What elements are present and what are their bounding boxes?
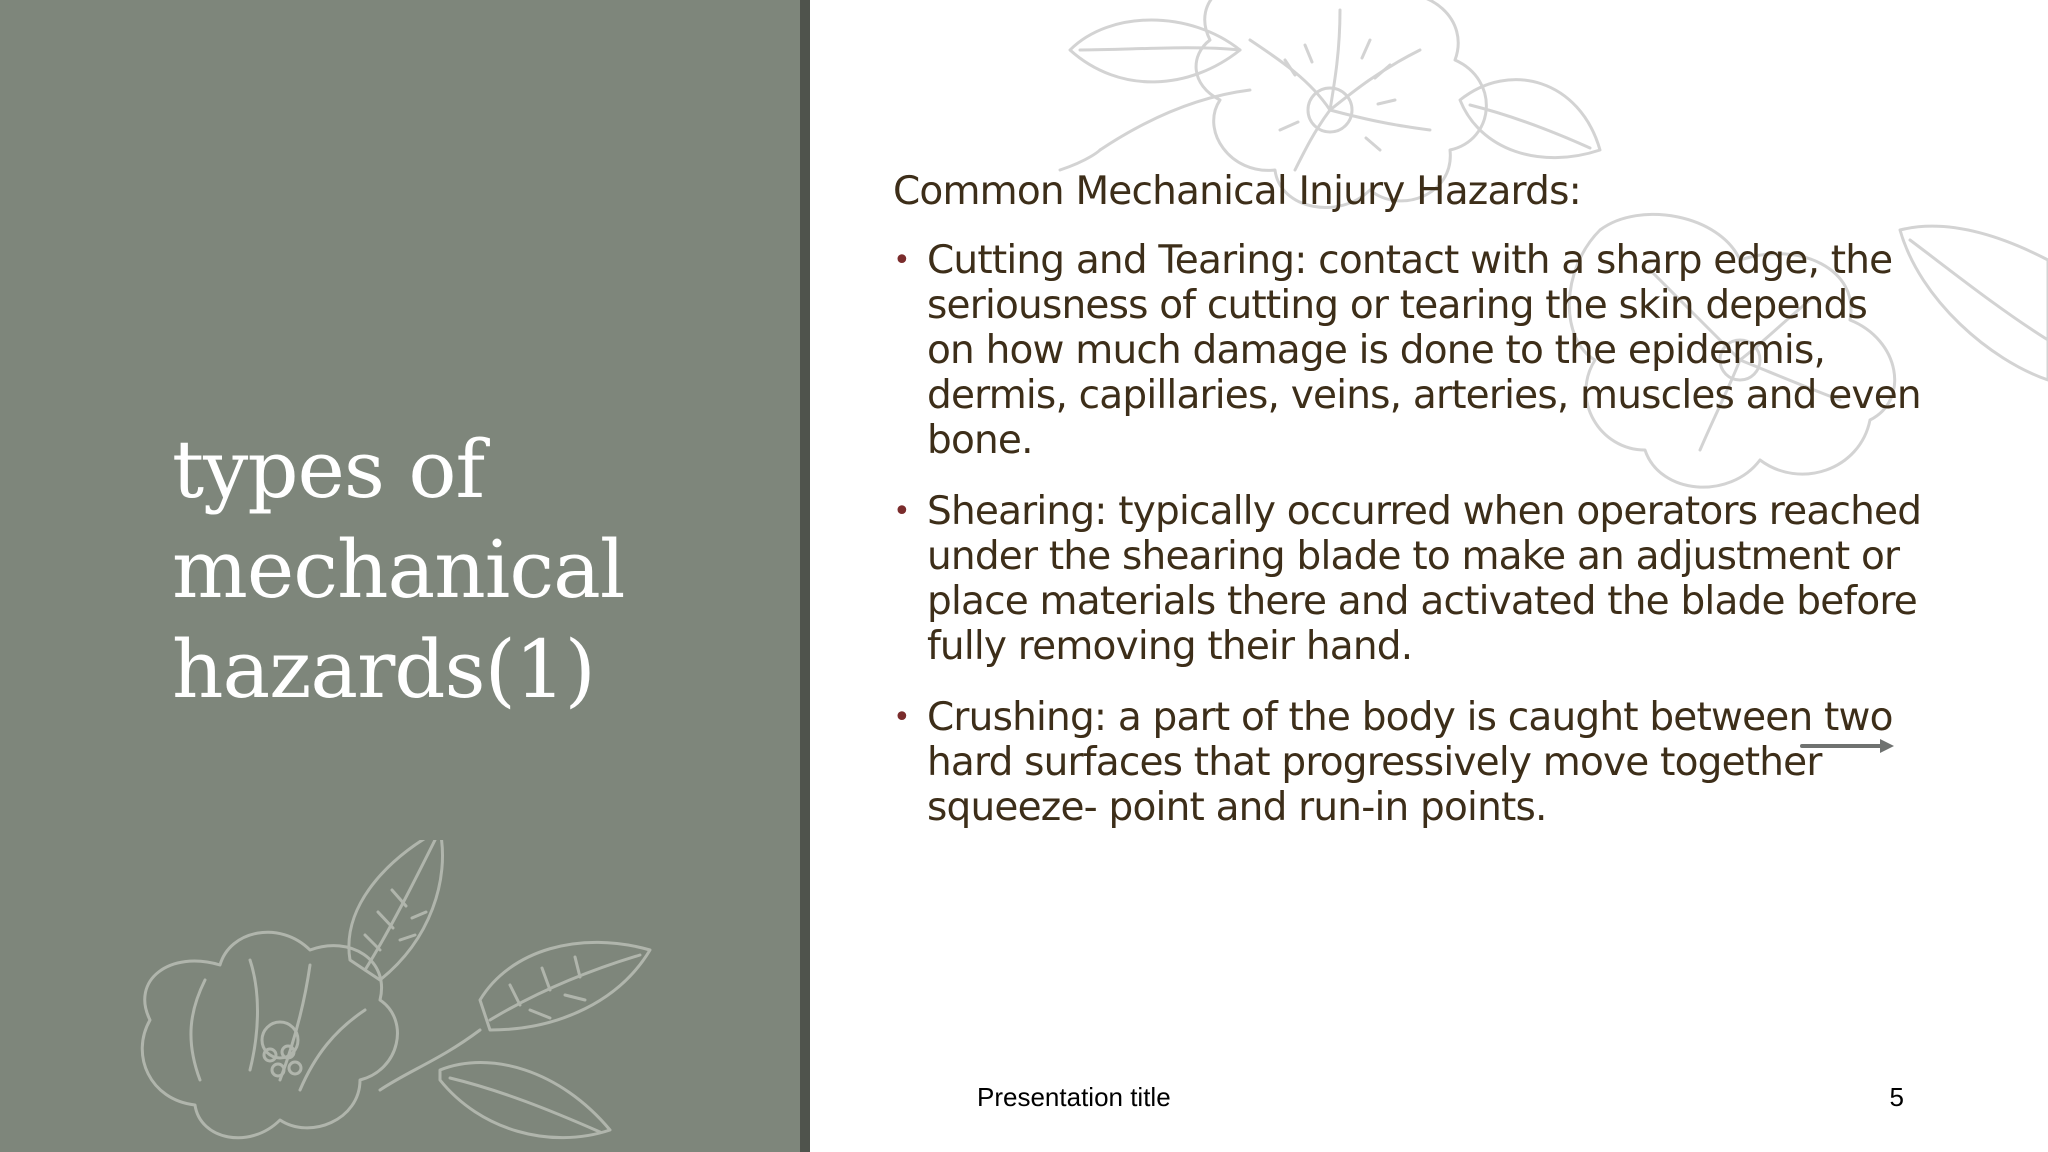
bullet-dot-icon: • (893, 243, 910, 278)
footer-presentation-title: Presentation title (977, 1082, 1171, 1112)
bullet-list (893, 238, 1923, 830)
title-panel (0, 0, 800, 1152)
bullet-dot-icon: • (893, 494, 910, 529)
slide-title-line: hazards(1) (172, 623, 595, 716)
page-number: 5 (1889, 1082, 1904, 1112)
panel-divider (800, 0, 810, 1152)
bullet-text: Cutting and Tearing: contact with a sharp edge, the seriousness of cutting or tearing the skin depends on how much damage is done to the epidermis, dermis, capillaries, veins, arteries, muscles and even bone. (927, 238, 1921, 463)
bullet-text: Shearing: typically occurred when operators reached under the shearing blade to make an adjustment or place materials there and activated the blade before fully removing their hand. (927, 489, 1922, 669)
floral-decoration-left-icon (110, 840, 750, 1152)
bullet-item-cutting (893, 238, 1923, 463)
bullet-dot-icon: • (893, 700, 910, 735)
slide-content (893, 170, 1923, 856)
content-intro: Common Mechanical Injury Hazards: (893, 169, 1581, 214)
bullet-item-crushing (893, 695, 1923, 830)
arrow-right-icon (1800, 738, 1895, 754)
slide-title-line: types of (172, 423, 485, 516)
bullet-text: Crushing: a part of the body is caught between two hard surfaces that progressively move together squeeze- point and run-in points. (927, 695, 1893, 830)
slide-title-line: mechanical (172, 523, 625, 616)
slide-title (172, 420, 772, 720)
bullet-item-shearing (893, 489, 1923, 669)
